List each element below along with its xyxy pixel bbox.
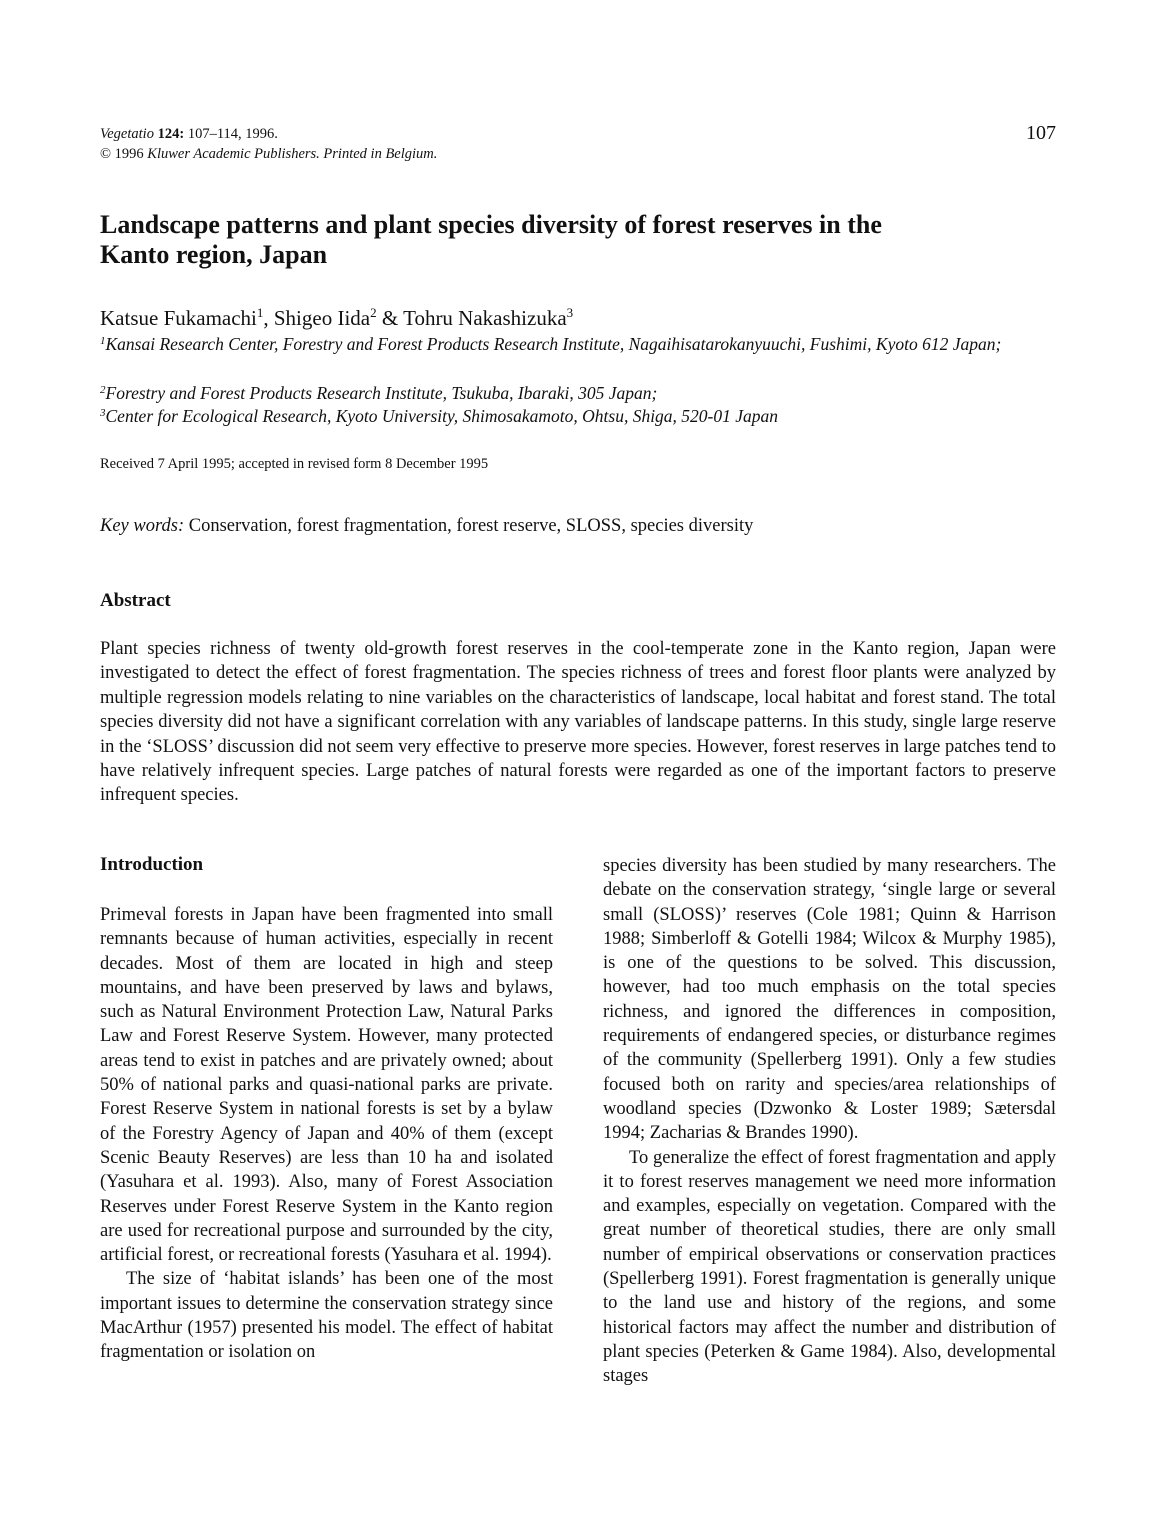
journal-volume: 124: (157, 126, 185, 142)
keywords-label: Key words: (100, 516, 185, 536)
abstract-heading: Abstract (100, 590, 171, 611)
printed-in: Printed in Belgium. (323, 146, 438, 162)
paper-title (100, 210, 1060, 270)
affiliation-mark: 2 (100, 384, 106, 396)
author-name: Katsue Fukamachi (100, 306, 257, 330)
page-number: 107 (1026, 122, 1056, 144)
journal-line-1 (100, 124, 437, 144)
author-affiliation-mark: 1 (256, 305, 264, 320)
journal-citation (100, 124, 437, 164)
affiliation-2 (100, 382, 1060, 405)
journal-line-2 (100, 144, 437, 164)
paragraph: To generalize the effect of forest fragmentation and apply it to forest reserves management we need more information and examples, especially on vegetation. Compared with the great number of theoretical studies, there are only small number of empirical observations or conservation practices (Spellerberg 1991). Forest fragmentation is generally unique to the land use and history of the regions, and some historical factors may affect the number and distribution of plant species (Peterken & Game 1984). Also, developmental stages (603, 1147, 1056, 1387)
paragraph: species diversity has been studied by many researchers. The debate on the conservation strategy, ‘single large or several small (SLOSS)’ reserves (Cole 1981; Quinn & Harrison 1988; Simberloff & Gotelli 1984; Wilcox & Murphy 1985), is one of the questions to be solved. This discussion, however, had too much emphasis on the total species richness, and ignored the differences in composition, requirements of endangered species, or disturbance regimes of the community (Spellerberg 1991). Only a few studies focused both on rarity and species/area relationships of woodland species (Dzwonko & Loster 1989; Sætersdal 1994; Zacharias & Brandes 1990). (603, 856, 1056, 1144)
author-separator: & (376, 306, 404, 330)
introduction-heading: Introduction (100, 854, 204, 875)
author-affiliation-mark: 3 (566, 305, 574, 320)
copyright-year: 1996 (114, 146, 144, 162)
affiliation-mark: 3 (100, 407, 106, 419)
keywords-text: Conservation, forest fragmentation, forest reserve, SLOSS, species diversity (188, 516, 754, 536)
paragraph: The size of ‘habitat islands’ has been one of the most important issues to determine the conservation strategy since MacArthur (1957) presented his model. The effect of habitat fragmentation or isolation on (100, 1269, 553, 1363)
affiliation-mark: 1 (100, 335, 106, 347)
author-affiliation-mark: 2 (370, 305, 377, 320)
affiliation-3 (100, 405, 1060, 428)
journal-name: Vegetatio (100, 126, 154, 142)
publisher: Kluwer Academic Publishers. (147, 146, 320, 162)
affiliation-1 (100, 333, 1060, 356)
author-name: Shigeo Iida (273, 306, 371, 330)
abstract-text: Plant species richness of twenty old-growth forest reserves in the cool-temperate zone in the Kanto region, Japan were investigated to detect the effect of forest fragmentation. The species richness of trees and forest floor plants were analyzed by multiple regression models relating to nine variables on the characteristics of landscape, local habitat and forest stand. The total species diversity did not have a significant correlation with any variables of landscape patterns. In this study, single large reserve in the ‘SLOSS’ discussion did not seem very effective to preserve more species. However, forest reserves in large patches tend to have relatively infrequent species. Large patches of natural forests were regarded as one of the important factors to preserve infrequent species. (100, 639, 1056, 806)
left-column (100, 903, 553, 1365)
author-list (100, 305, 573, 331)
author-name: Tohru Nakashizuka (403, 306, 567, 330)
paragraph: Primeval forests in Japan have been fragmented into small remnants because of human activities, especially in recent decades. Most of them are located in high and steep mountains, and have been preserved by laws and bylaws, such as Natural Environment Protection Law, Natural Parks Law and Forest Reserve System. However, many protected areas tend to exist in patches and are privately owned; about 50% of national parks and quasi-national parks are private. Forest Reserve System in national forests is set by a bylaw of the Forestry Agency of Japan and 40% of them (except Scenic Beauty Reserves) are less than 10 ha and isolated (Yasuhara et al. 1993). Also, many of Forest Association Reserves under Forest Reserve System in the Kanto region are used for recreational purpose and surrounded by the city, artificial forest, or recreational forests (Yasuhara et al. 1994). (100, 905, 553, 1266)
right-column (603, 854, 1056, 1389)
keywords (100, 516, 753, 537)
affiliation-text: Forestry and Forest Products Research Institute, Tsukuba, Ibaraki, 305 Japan; (105, 383, 658, 403)
title-line-1: Landscape patterns and plant species diversity of forest reserves in the (100, 210, 882, 239)
author-separator: , (263, 306, 274, 330)
journal-pages-year: 107–114, 1996. (187, 126, 278, 142)
copyright-symbol: © (100, 146, 112, 162)
title-line-2: Kanto region, Japan (100, 240, 328, 269)
received-date: Received 7 April 1995; accepted in revised form 8 December 1995 (100, 456, 489, 472)
affiliation-text: Kansai Research Center, Forestry and Forest Products Research Institute, Nagaihisatarokanyuuchi, Fushimi, Kyoto 612 Japan; (105, 334, 1002, 354)
affiliation-text: Center for Ecological Research, Kyoto University, Shimosakamoto, Ohtsu, Shiga, 520-01 Japan (105, 406, 779, 426)
